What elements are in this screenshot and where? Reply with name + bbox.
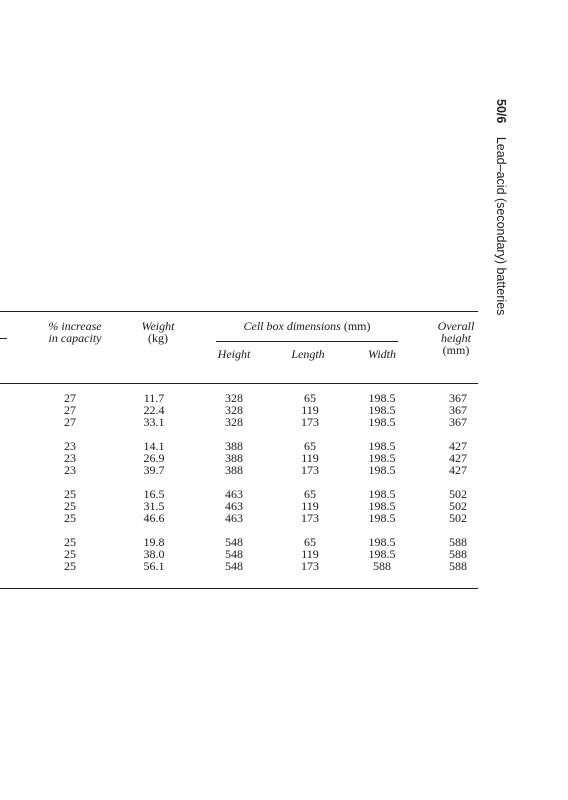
cell-width: 198.5 [368, 511, 396, 525]
cell-increase: 25 [64, 535, 76, 549]
header-cellbox-label: Cell box dimensions [243, 319, 341, 333]
cell-width: 198.5 [368, 535, 396, 549]
chapter-title: Lead–acid (secondary) batteries [494, 136, 508, 316]
cell-width: 198.5 [368, 487, 396, 501]
cell-height: 548 [225, 547, 243, 561]
cellbox-rule [216, 341, 398, 342]
cell-weight: 39.7 [143, 463, 165, 477]
cell-overall: 588 [449, 535, 467, 549]
header-weight-unit: (kg) [148, 331, 168, 345]
cell-length: 65 [304, 535, 316, 549]
cell-height: 463 [225, 499, 243, 513]
cell-height: 548 [225, 535, 243, 549]
cell-overall: 367 [449, 391, 467, 405]
cell-length: 173 [301, 559, 319, 573]
header-bottom-rule [0, 383, 478, 384]
cell-width: 198.5 [368, 415, 396, 429]
cell-length: 65 [304, 391, 316, 405]
cell-length: 173 [301, 463, 319, 477]
cell-increase: 23 [64, 463, 76, 477]
cell-increase: 27 [64, 391, 76, 405]
header-overall-unit: (mm) [442, 343, 470, 357]
cell-weight: 22.4 [143, 403, 165, 417]
cell-height: 548 [225, 559, 243, 573]
cell-height: 388 [225, 439, 243, 453]
cell-overall: 427 [449, 451, 467, 465]
cell-weight: 31.5 [143, 499, 165, 513]
cell-weight: 16.5 [143, 487, 165, 501]
cell-increase: 25 [64, 511, 76, 525]
cell-length: 119 [301, 547, 319, 561]
cell-increase: 27 [64, 415, 76, 429]
header-left-tick [0, 338, 7, 339]
cell-height: 328 [225, 415, 243, 429]
header-cellbox [216, 320, 398, 332]
table-top-rule [0, 311, 478, 312]
cell-weight: 38.0 [143, 547, 165, 561]
cell-overall: 502 [449, 499, 467, 513]
cell-width: 198.5 [368, 451, 396, 465]
header-increase [30, 320, 120, 344]
cell-width: 198.5 [368, 403, 396, 417]
header-overall [426, 320, 486, 356]
cell-weight: 56.1 [143, 559, 165, 573]
cell-overall: 367 [449, 415, 467, 429]
cell-height: 328 [225, 403, 243, 417]
cell-height: 328 [225, 391, 243, 405]
cell-increase: 25 [64, 487, 76, 501]
header-increase-line1: % increase [48, 319, 102, 333]
header-increase-line2: in capacity [48, 331, 102, 345]
cell-height: 388 [225, 463, 243, 477]
cell-weight: 33.1 [143, 415, 165, 429]
cell-length: 65 [304, 487, 316, 501]
header-height: Height [217, 347, 251, 361]
cell-weight: 46.6 [143, 511, 165, 525]
header-width: Width [367, 347, 396, 361]
header-overall-line2: height [441, 331, 471, 345]
cell-length: 119 [301, 451, 319, 465]
cell-height: 463 [225, 511, 243, 525]
cell-length: 119 [301, 403, 319, 417]
cell-length: 173 [301, 511, 319, 525]
cell-weight: 11.7 [143, 391, 165, 405]
cell-overall: 588 [449, 559, 467, 573]
running-head [492, 99, 512, 339]
cell-height: 388 [225, 451, 243, 465]
cell-weight: 26.9 [143, 451, 165, 465]
cell-length: 119 [301, 499, 319, 513]
cell-width: 198.5 [368, 463, 396, 477]
cell-length: 65 [304, 439, 316, 453]
header-weight-line1: Weight [141, 319, 175, 333]
cell-width: 198.5 [368, 391, 396, 405]
table-bottom-rule [0, 588, 478, 589]
cell-length: 173 [301, 415, 319, 429]
cell-weight: 14.1 [143, 439, 165, 453]
page-number: 50/6 [494, 99, 508, 124]
cell-overall: 367 [449, 403, 467, 417]
cell-increase: 23 [64, 439, 76, 453]
cell-increase: 23 [64, 451, 76, 465]
cell-height: 463 [225, 487, 243, 501]
cell-width: 198.5 [368, 499, 396, 513]
cell-weight: 19.8 [143, 535, 165, 549]
cell-increase: 25 [64, 499, 76, 513]
cell-width: 198.5 [368, 547, 396, 561]
cell-overall: 588 [449, 547, 467, 561]
header-weight [128, 320, 188, 344]
header-overall-line1: Overall [437, 319, 475, 333]
cell-increase: 25 [64, 547, 76, 561]
cell-overall: 502 [449, 511, 467, 525]
cell-overall: 427 [449, 439, 467, 453]
cell-increase: 25 [64, 559, 76, 573]
cell-width: 588 [373, 559, 391, 573]
running-head-text [494, 99, 508, 315]
cell-width: 198.5 [368, 439, 396, 453]
cell-overall: 502 [449, 487, 467, 501]
header-length: Length [291, 347, 325, 361]
cell-overall: 427 [449, 463, 467, 477]
cell-increase: 27 [64, 403, 76, 417]
header-cellbox-unit: (mm) [343, 319, 371, 333]
